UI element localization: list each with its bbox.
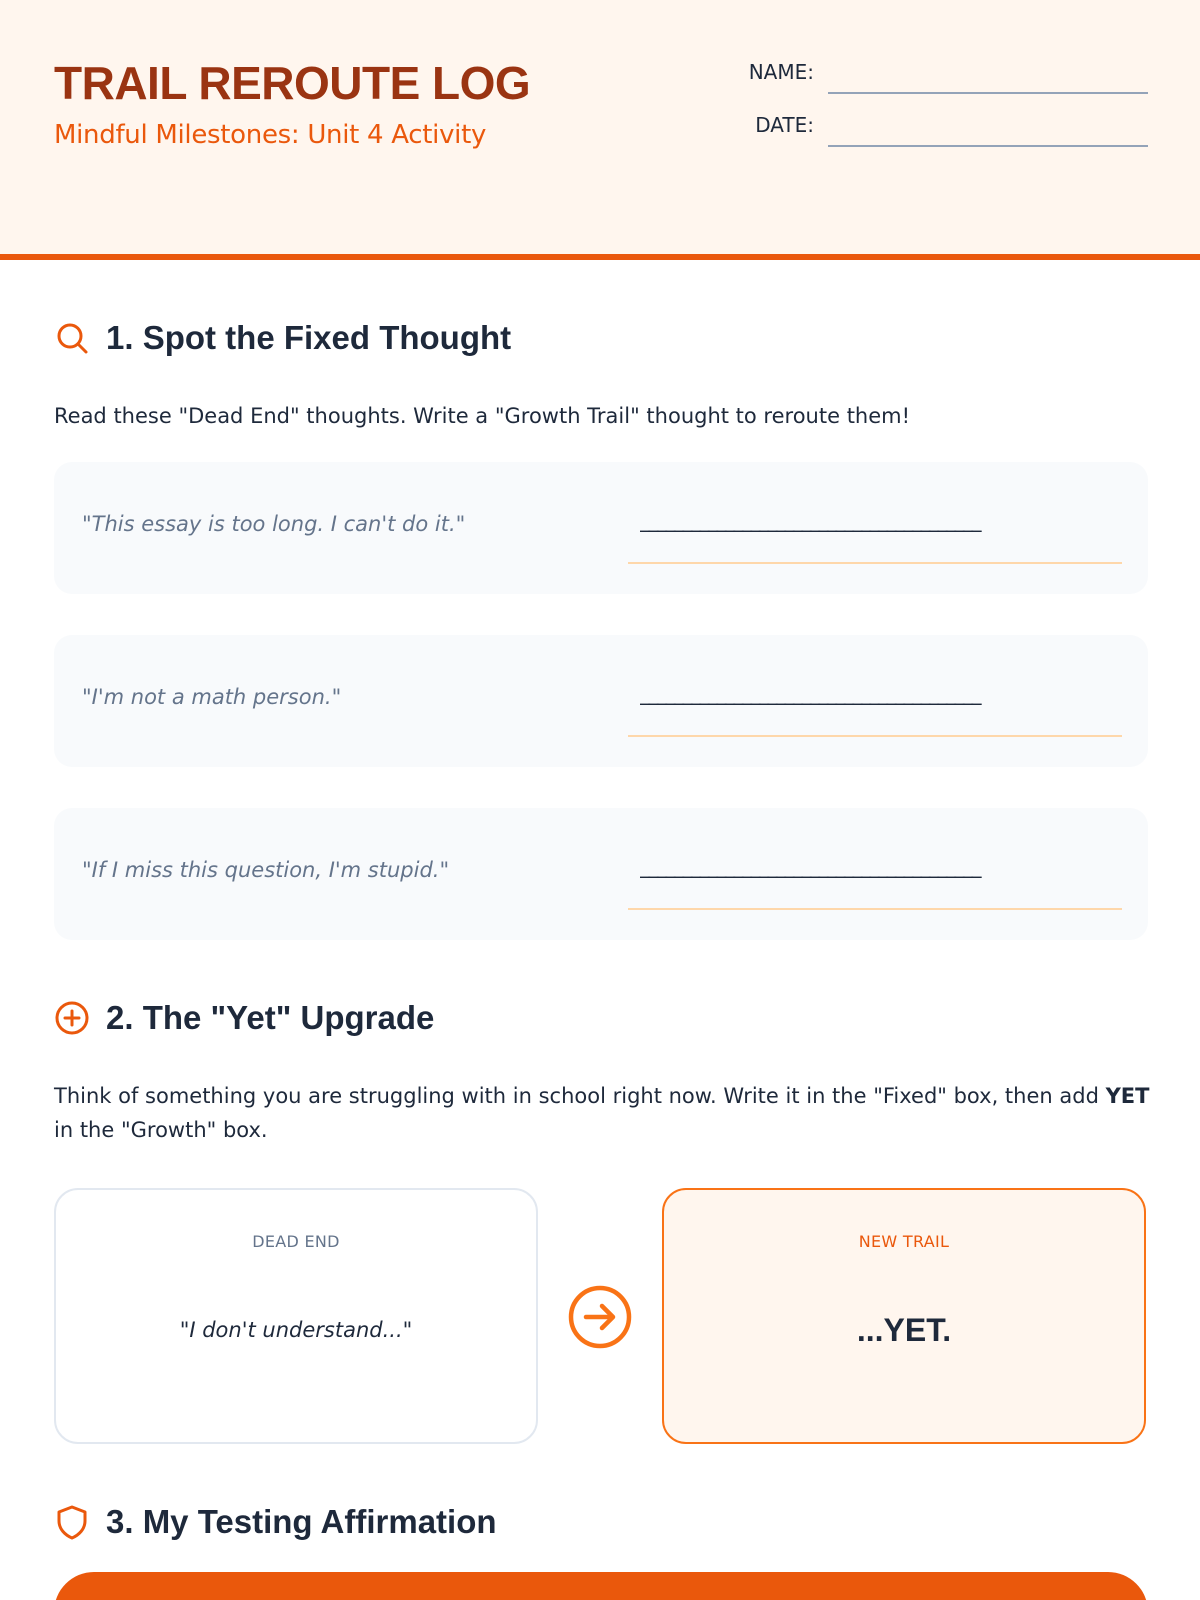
shield-icon <box>54 1504 90 1540</box>
page-title: TRAIL REROUTE LOG <box>54 57 531 109</box>
instructions-bold: YET <box>1105 1084 1150 1108</box>
arrow-right-circle-icon <box>568 1285 632 1349</box>
dead-end-box[interactable] <box>54 1188 538 1444</box>
growth-thought-blank[interactable]: ________________________________________ <box>640 681 980 705</box>
answer-underline <box>628 562 1122 564</box>
section-2-instructions <box>54 1079 1154 1147</box>
date-label: DATE: <box>755 113 814 137</box>
search-icon <box>54 320 90 356</box>
thought-row <box>54 462 1148 594</box>
new-trail-box[interactable] <box>662 1188 1146 1444</box>
worksheet-header <box>0 0 1200 260</box>
name-label: NAME: <box>748 60 814 84</box>
fixed-thought: "If I miss this question, I'm stupid." <box>82 858 450 882</box>
thought-row <box>54 808 1148 940</box>
growth-thought-blank[interactable]: ________________________________________ <box>640 854 980 878</box>
section-2-heading <box>54 998 434 1038</box>
name-field[interactable] <box>828 92 1148 94</box>
section-3-heading <box>54 1502 497 1542</box>
growth-thought-blank[interactable]: ________________________________________ <box>640 508 980 532</box>
section-3-title: 3. My Testing Affirmation <box>106 1503 497 1540</box>
section-1-title: 1. Spot the Fixed Thought <box>106 319 512 356</box>
section-2-title: 2. The "Yet" Upgrade <box>106 999 435 1036</box>
instructions-text-end: in the "Growth" box. <box>54 1118 268 1142</box>
new-trail-text: ...YET. <box>856 1312 952 1348</box>
page-subtitle: Mindful Milestones: Unit 4 Activity <box>54 120 487 150</box>
affirmation-banner <box>54 1572 1148 1600</box>
new-trail-label: NEW TRAIL <box>858 1232 950 1251</box>
date-field[interactable] <box>828 145 1148 147</box>
section-1-instructions: Read these "Dead End" thoughts. Write a "Growth Trail" thought to reroute them! <box>54 404 911 428</box>
plus-circle-icon <box>54 1000 90 1036</box>
dead-end-label: DEAD END <box>252 1232 340 1251</box>
dead-end-text: "I don't understand..." <box>179 1318 413 1342</box>
thought-row <box>54 635 1148 767</box>
instructions-text: Think of something you are struggling with in school right now. Write it in the "Fixed" box, then add <box>54 1084 1106 1108</box>
answer-underline <box>628 735 1122 737</box>
answer-underline <box>628 908 1122 910</box>
fixed-thought: "This essay is too long. I can't do it." <box>82 512 466 536</box>
section-1-heading <box>54 318 511 358</box>
fixed-thought: "I'm not a math person." <box>82 685 342 709</box>
